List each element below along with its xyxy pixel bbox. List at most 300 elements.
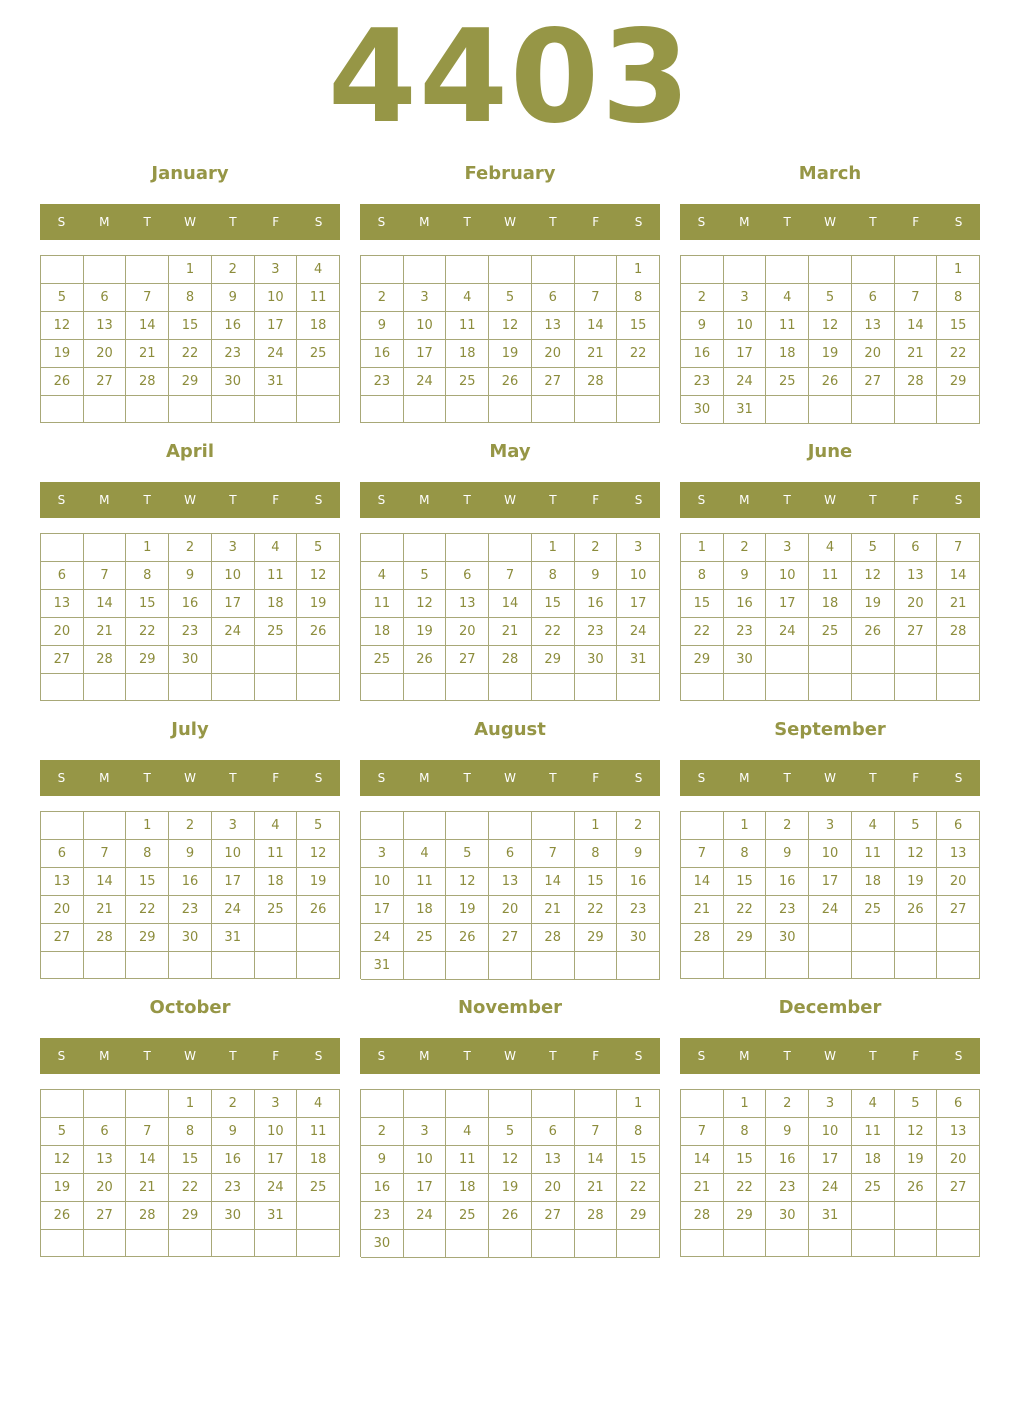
day-cell: 21 [126, 1174, 169, 1202]
day-cell: 13 [852, 312, 895, 340]
day-cell: 25 [361, 646, 404, 674]
weekday-label: M [419, 1049, 430, 1063]
weekday-label: S [954, 771, 963, 785]
day-cell: 25 [809, 618, 852, 646]
day-cell: 28 [575, 1202, 618, 1230]
weekday-label: M [99, 1049, 110, 1063]
day-cell: 31 [809, 1202, 852, 1230]
year-title: 4403 [327, 3, 693, 152]
weekday-header [40, 760, 340, 796]
day-cell [575, 256, 618, 284]
day-cell: 28 [126, 1202, 169, 1230]
day-cell: 29 [681, 646, 724, 674]
weekday-label: W [184, 493, 196, 507]
day-cell: 21 [575, 1174, 618, 1202]
day-cell: 1 [126, 812, 169, 840]
day-cell [532, 1090, 575, 1118]
day-cell [766, 1230, 809, 1257]
day-cell: 13 [895, 562, 938, 590]
month-name: March [798, 163, 862, 184]
weekday-label: T [229, 1049, 237, 1063]
day-cell [297, 952, 340, 979]
day-cell: 30 [766, 924, 809, 952]
day-cell: 9 [681, 312, 724, 340]
day-cell [532, 1230, 575, 1258]
day-cell: 6 [937, 1090, 980, 1118]
day-cell: 10 [809, 1118, 852, 1146]
day-cell [297, 646, 340, 674]
day-cell [937, 924, 980, 952]
day-cell [937, 674, 980, 701]
day-cell: 1 [169, 1090, 212, 1118]
day-cell [681, 1230, 724, 1257]
day-cell: 24 [212, 618, 255, 646]
weekday-label: S [377, 215, 386, 229]
day-cell [446, 1090, 489, 1118]
day-cell [766, 646, 809, 674]
day-cell: 12 [809, 312, 852, 340]
day-cell: 19 [489, 340, 532, 368]
day-cell: 12 [404, 590, 447, 618]
day-cell: 29 [724, 1202, 767, 1230]
day-cell: 18 [255, 868, 298, 896]
day-cell: 14 [575, 1146, 618, 1174]
weekday-label: W [184, 215, 196, 229]
day-cell: 7 [575, 284, 618, 312]
weekday-label: T [143, 493, 151, 507]
day-cell: 9 [724, 562, 767, 590]
day-cell: 15 [724, 868, 767, 896]
day-cell [809, 952, 852, 979]
day-cell: 25 [297, 1174, 340, 1202]
day-cell [41, 1230, 84, 1257]
day-cell: 29 [575, 924, 618, 952]
day-cell: 22 [169, 1174, 212, 1202]
weekday-label: T [229, 493, 237, 507]
day-cell: 20 [489, 896, 532, 924]
day-cell: 17 [404, 340, 447, 368]
day-cell: 24 [404, 368, 447, 396]
day-cell [937, 1230, 980, 1257]
day-cell: 21 [681, 896, 724, 924]
day-cell: 12 [852, 562, 895, 590]
weekday-header [360, 760, 660, 796]
day-cell: 31 [255, 368, 298, 396]
day-cell [126, 1230, 169, 1257]
day-cell [532, 256, 575, 284]
day-cell: 17 [255, 312, 298, 340]
day-cell: 14 [895, 312, 938, 340]
day-cell [766, 256, 809, 284]
weekday-label: S [314, 1049, 323, 1063]
day-cell: 21 [681, 1174, 724, 1202]
day-cell [255, 396, 298, 423]
day-cell: 30 [681, 396, 724, 424]
day-cell [84, 674, 127, 701]
weekday-label: S [634, 1049, 643, 1063]
day-cell [446, 1230, 489, 1258]
weekday-label: W [824, 215, 836, 229]
weekday-label: W [184, 771, 196, 785]
day-cell [681, 952, 724, 979]
weekday-label: M [99, 771, 110, 785]
day-cell: 5 [297, 534, 340, 562]
day-cell: 18 [404, 896, 447, 924]
day-cell: 16 [361, 1174, 404, 1202]
day-cell: 20 [41, 896, 84, 924]
day-cell: 15 [126, 590, 169, 618]
day-cell: 9 [766, 1118, 809, 1146]
day-cell: 23 [766, 896, 809, 924]
day-cell: 27 [895, 618, 938, 646]
day-cell: 16 [724, 590, 767, 618]
day-cell: 26 [41, 368, 84, 396]
day-cell [84, 396, 127, 423]
day-cell: 14 [489, 590, 532, 618]
day-cell: 11 [297, 1118, 340, 1146]
month-name: July [171, 719, 209, 740]
weekday-label: T [143, 215, 151, 229]
day-cell: 11 [255, 562, 298, 590]
weekday-label: S [697, 1049, 706, 1063]
day-cell: 12 [446, 868, 489, 896]
day-cell [895, 924, 938, 952]
weekday-label: T [143, 1049, 151, 1063]
day-cell: 16 [766, 1146, 809, 1174]
day-cell [446, 952, 489, 980]
day-cell: 23 [169, 896, 212, 924]
day-cell [84, 952, 127, 979]
day-cell: 7 [126, 284, 169, 312]
day-cell: 13 [41, 868, 84, 896]
day-cell: 1 [169, 256, 212, 284]
day-cell: 22 [617, 340, 660, 368]
day-cell: 18 [852, 1146, 895, 1174]
day-cell [404, 534, 447, 562]
day-cell [489, 1090, 532, 1118]
day-cell: 7 [937, 534, 980, 562]
day-cell: 18 [852, 868, 895, 896]
day-cell: 31 [724, 396, 767, 424]
day-cell [809, 396, 852, 424]
day-cell: 14 [84, 868, 127, 896]
day-cell: 25 [255, 896, 298, 924]
day-cell: 28 [575, 368, 618, 396]
day-cell: 4 [404, 840, 447, 868]
weekday-label: F [912, 1049, 920, 1063]
day-cell: 1 [724, 812, 767, 840]
day-cell [297, 1230, 340, 1257]
day-cell [41, 396, 84, 423]
day-cell [212, 674, 255, 701]
day-cell: 27 [446, 646, 489, 674]
day-cell: 11 [297, 284, 340, 312]
day-cell [126, 256, 169, 284]
day-cell: 16 [681, 340, 724, 368]
day-cell: 20 [41, 618, 84, 646]
day-cell: 8 [724, 1118, 767, 1146]
weekday-label: W [824, 1049, 836, 1063]
day-cell: 1 [724, 1090, 767, 1118]
day-cell: 2 [617, 812, 660, 840]
day-cell: 19 [41, 340, 84, 368]
day-cell: 7 [489, 562, 532, 590]
day-cell: 20 [937, 868, 980, 896]
day-cell [404, 674, 447, 701]
day-cell: 29 [937, 368, 980, 396]
day-cell: 12 [297, 562, 340, 590]
weekday-header [680, 760, 980, 796]
day-cell: 14 [84, 590, 127, 618]
day-cell [937, 646, 980, 674]
day-cell: 23 [724, 618, 767, 646]
weekday-header [360, 1038, 660, 1074]
day-cell: 14 [575, 312, 618, 340]
day-cell: 18 [446, 340, 489, 368]
weekday-header [360, 204, 660, 240]
day-cell [212, 1230, 255, 1257]
weekday-label: S [634, 771, 643, 785]
day-cell [84, 256, 127, 284]
weekday-label: M [739, 215, 750, 229]
day-cell: 5 [895, 1090, 938, 1118]
weekday-label: W [504, 1049, 516, 1063]
day-cell: 25 [255, 618, 298, 646]
day-cell [681, 256, 724, 284]
day-cell: 17 [617, 590, 660, 618]
day-cell: 22 [617, 1174, 660, 1202]
day-cell [852, 646, 895, 674]
day-cell: 29 [724, 924, 767, 952]
day-cell: 22 [724, 896, 767, 924]
day-cell [617, 952, 660, 980]
day-cell [617, 1230, 660, 1258]
day-cell: 4 [297, 256, 340, 284]
day-cell: 13 [532, 1146, 575, 1174]
day-cell: 23 [212, 340, 255, 368]
day-cell [937, 1202, 980, 1230]
day-cell: 16 [766, 868, 809, 896]
day-cell [852, 1202, 895, 1230]
day-cell [532, 396, 575, 423]
day-grid [680, 1089, 980, 1257]
day-cell: 8 [617, 1118, 660, 1146]
day-cell [212, 396, 255, 423]
day-cell: 6 [84, 1118, 127, 1146]
weekday-label: T [463, 215, 471, 229]
weekday-label: S [314, 771, 323, 785]
day-cell [852, 952, 895, 979]
day-cell: 27 [532, 368, 575, 396]
day-cell: 2 [169, 534, 212, 562]
day-cell: 30 [724, 646, 767, 674]
day-cell: 14 [126, 1146, 169, 1174]
day-cell [895, 952, 938, 979]
day-cell [169, 674, 212, 701]
day-cell: 5 [895, 812, 938, 840]
day-cell: 26 [404, 646, 447, 674]
weekday-label: T [549, 215, 557, 229]
day-cell [84, 1230, 127, 1257]
day-cell [169, 396, 212, 423]
day-cell [404, 1090, 447, 1118]
day-cell: 21 [84, 896, 127, 924]
day-cell: 6 [446, 562, 489, 590]
day-cell: 4 [255, 812, 298, 840]
day-cell: 2 [361, 284, 404, 312]
day-cell: 27 [41, 646, 84, 674]
day-cell: 22 [126, 618, 169, 646]
day-cell [724, 1230, 767, 1257]
day-cell [852, 674, 895, 701]
day-cell: 19 [809, 340, 852, 368]
day-cell [361, 1090, 404, 1118]
day-cell: 24 [255, 340, 298, 368]
day-cell [809, 256, 852, 284]
day-cell: 17 [724, 340, 767, 368]
day-cell: 23 [169, 618, 212, 646]
day-cell [446, 256, 489, 284]
day-cell: 10 [404, 1146, 447, 1174]
day-cell: 23 [766, 1174, 809, 1202]
day-cell: 13 [41, 590, 84, 618]
weekday-label: T [869, 493, 877, 507]
day-cell: 8 [617, 284, 660, 312]
month-name: December [778, 997, 882, 1018]
day-cell: 5 [297, 812, 340, 840]
day-cell: 7 [84, 840, 127, 868]
day-cell: 8 [126, 840, 169, 868]
day-cell: 17 [212, 590, 255, 618]
day-cell: 24 [212, 896, 255, 924]
day-cell: 23 [212, 1174, 255, 1202]
day-cell [681, 812, 724, 840]
weekday-label: T [869, 215, 877, 229]
weekday-header [40, 204, 340, 240]
day-cell [361, 812, 404, 840]
weekday-label: F [592, 1049, 600, 1063]
day-cell: 22 [575, 896, 618, 924]
day-cell [809, 1230, 852, 1257]
day-cell [297, 1202, 340, 1230]
weekday-label: W [504, 215, 516, 229]
day-cell [41, 674, 84, 701]
weekday-label: T [869, 771, 877, 785]
day-cell: 10 [617, 562, 660, 590]
weekday-label: F [272, 215, 280, 229]
day-cell: 6 [532, 284, 575, 312]
day-cell: 5 [404, 562, 447, 590]
day-cell: 3 [617, 534, 660, 562]
day-cell: 26 [41, 1202, 84, 1230]
day-cell [255, 1230, 298, 1257]
day-cell: 28 [937, 618, 980, 646]
weekday-label: S [954, 493, 963, 507]
day-cell: 18 [809, 590, 852, 618]
day-cell [617, 368, 660, 396]
day-cell: 19 [297, 590, 340, 618]
weekday-label: F [912, 493, 920, 507]
day-cell: 13 [937, 1118, 980, 1146]
day-cell: 28 [681, 924, 724, 952]
day-cell [489, 256, 532, 284]
day-cell [404, 256, 447, 284]
day-cell: 2 [169, 812, 212, 840]
weekday-label: F [912, 215, 920, 229]
day-cell [361, 256, 404, 284]
day-cell: 22 [126, 896, 169, 924]
day-cell: 3 [255, 1090, 298, 1118]
day-cell: 13 [532, 312, 575, 340]
day-cell: 12 [489, 1146, 532, 1174]
weekday-label: T [229, 215, 237, 229]
day-cell [126, 952, 169, 979]
day-cell: 3 [404, 1118, 447, 1146]
day-cell: 2 [724, 534, 767, 562]
day-cell [852, 396, 895, 424]
day-cell: 27 [41, 924, 84, 952]
day-cell: 21 [575, 340, 618, 368]
day-cell: 2 [361, 1118, 404, 1146]
day-cell: 14 [126, 312, 169, 340]
day-cell: 5 [489, 284, 532, 312]
day-cell: 17 [212, 868, 255, 896]
day-cell: 21 [126, 340, 169, 368]
day-cell: 23 [575, 618, 618, 646]
day-cell: 18 [297, 312, 340, 340]
day-cell: 4 [852, 812, 895, 840]
day-cell: 1 [937, 256, 980, 284]
day-cell: 1 [126, 534, 169, 562]
weekday-label: F [272, 1049, 280, 1063]
day-cell: 3 [809, 1090, 852, 1118]
day-cell: 4 [446, 284, 489, 312]
day-cell: 8 [532, 562, 575, 590]
day-cell: 27 [532, 1202, 575, 1230]
day-cell [489, 396, 532, 423]
day-cell: 1 [617, 1090, 660, 1118]
day-cell: 9 [169, 840, 212, 868]
day-cell [724, 674, 767, 701]
day-grid [40, 255, 340, 423]
day-cell [575, 1230, 618, 1258]
day-cell: 11 [766, 312, 809, 340]
day-cell: 10 [724, 312, 767, 340]
day-cell: 9 [212, 284, 255, 312]
day-cell: 2 [212, 1090, 255, 1118]
day-cell: 15 [169, 312, 212, 340]
day-cell [766, 396, 809, 424]
day-cell: 20 [895, 590, 938, 618]
day-cell [297, 924, 340, 952]
weekday-label: S [57, 1049, 66, 1063]
weekday-label: S [634, 493, 643, 507]
day-cell: 10 [361, 868, 404, 896]
day-cell: 18 [446, 1174, 489, 1202]
weekday-label: T [143, 771, 151, 785]
day-cell [84, 534, 127, 562]
day-cell: 21 [532, 896, 575, 924]
day-cell: 26 [489, 368, 532, 396]
day-cell: 20 [532, 340, 575, 368]
day-cell: 24 [361, 924, 404, 952]
day-cell: 6 [84, 284, 127, 312]
weekday-header [680, 1038, 980, 1074]
day-cell: 4 [446, 1118, 489, 1146]
day-cell: 31 [212, 924, 255, 952]
day-cell [126, 674, 169, 701]
day-cell [255, 952, 298, 979]
